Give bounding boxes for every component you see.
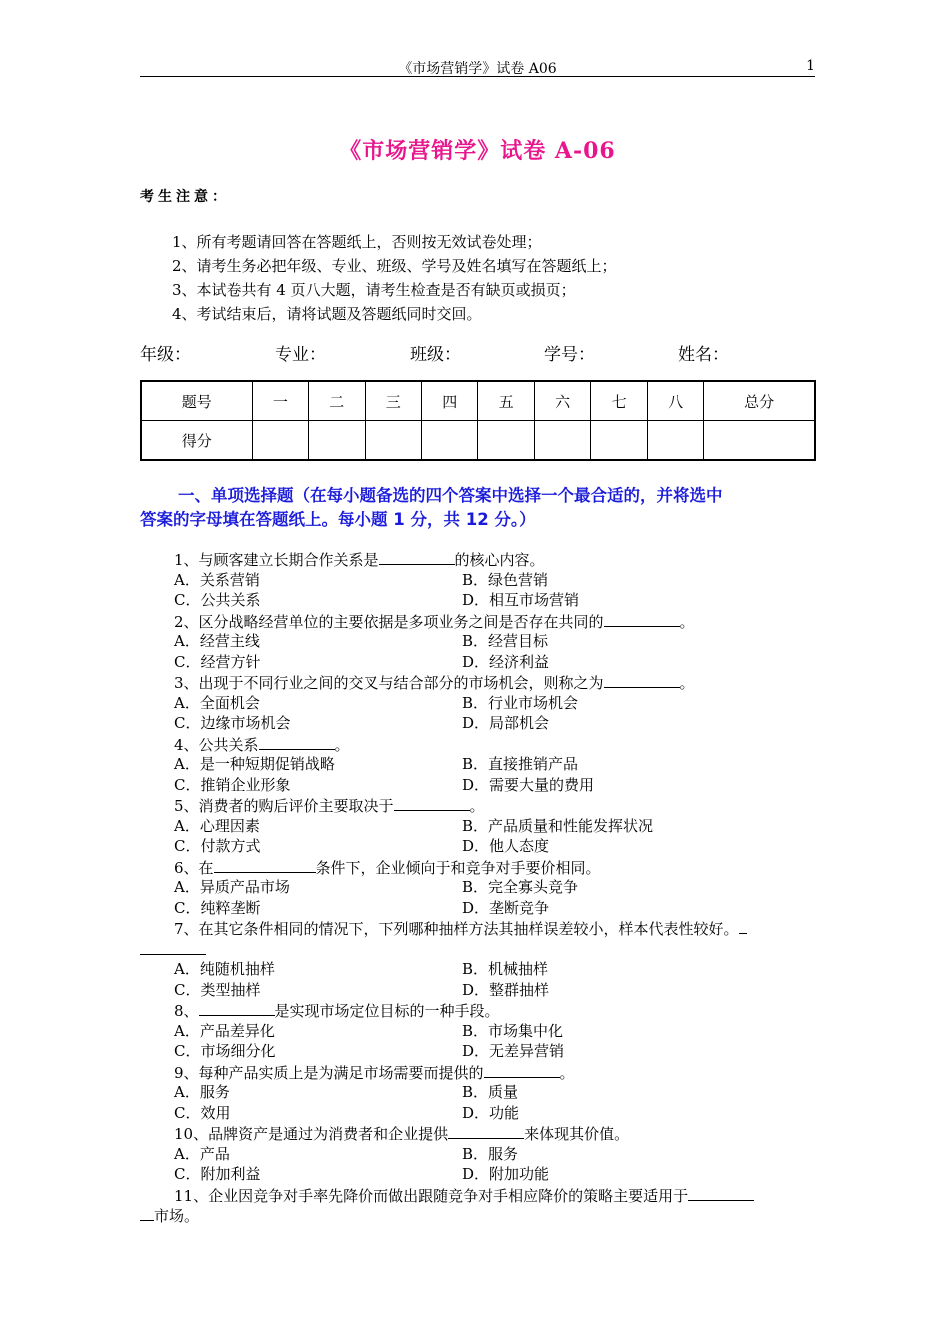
answer-blank: [140, 1205, 154, 1221]
score-cell-empty: [309, 421, 365, 461]
score-cell: 八: [647, 381, 703, 421]
score-cell-empty: [591, 421, 647, 461]
score-cell-empty: [252, 421, 308, 461]
options-row: A．心理因素 B．产品质量和性能发挥状况: [174, 816, 654, 835]
options-row: A．产品差异化 B．市场集中化: [174, 1021, 564, 1040]
question-1: 1、与顾客建立长期合作关系是 的核心内容。: [174, 551, 545, 569]
question-7-continued: [140, 939, 815, 960]
field-grade: 年级：: [140, 345, 191, 365]
score-cell: 三: [365, 381, 421, 421]
options-row: C．类型抽样 D．整群抽样: [174, 980, 550, 999]
score-cell: 二: [309, 381, 365, 421]
options-row: C．推销企业形象 D．需要大量的费用: [174, 775, 595, 794]
answer-blank: [214, 857, 316, 873]
question-10: 10、品牌资产是通过为消费者和企业提供 来体现其价值。: [174, 1125, 630, 1143]
answer-blank: [604, 611, 680, 627]
score-cell: 题号: [141, 381, 252, 421]
question-11-continued: 市场。: [140, 1205, 815, 1226]
exam-title: 《市场营销学》试卷 A-06: [339, 138, 616, 164]
score-cell: 七: [591, 381, 647, 421]
question-6: 6、在 条件下，企业倾向于和竞争对手要价相同。: [174, 858, 601, 877]
score-cell: 得分: [141, 421, 252, 461]
answer-blank: [140, 939, 206, 955]
options-row: C．公共关系 D．相互市场营销: [174, 591, 580, 609]
field-major: 专业：: [275, 345, 326, 365]
options-row: A．关系营销 B．绿色营销: [174, 570, 549, 589]
answer-blank: [394, 795, 470, 811]
page-header: [140, 58, 815, 77]
question-4: 4、公共关系 。: [174, 735, 350, 754]
options-row: A．异质产品市场 B．完全寡头竞争: [174, 878, 579, 896]
answer-blank: [199, 1000, 275, 1016]
notice-item: 3、本试卷共有 4 页八大题，请考生检查是否有缺页或损页；: [172, 281, 576, 299]
options-row: C．附加利益 D．附加功能: [174, 1165, 550, 1183]
student-info-fields: [140, 340, 815, 366]
answer-blank: [448, 1123, 524, 1139]
options-row: A．服务 B．质量: [174, 1083, 519, 1101]
score-cell: 总分: [704, 381, 815, 421]
header-title: 《市场营销学》试卷 A06: [398, 61, 557, 77]
options-row: A．经营主线 B．经营目标: [174, 632, 549, 650]
options-row: C．市场细分化 D．无差异营销: [174, 1042, 565, 1060]
score-cell: 五: [478, 381, 534, 421]
page-number: 1: [806, 58, 815, 74]
field-name: 姓名：: [678, 345, 729, 365]
notice-list: [172, 230, 617, 326]
answer-blank: [604, 672, 680, 688]
question-7: 7、在其它条件相同的情况下，下列哪种抽样方法其抽样误差较小，样本代表性较好。: [140, 918, 815, 939]
field-student-id: 学号：: [544, 345, 595, 365]
options-row: A．全面机会 B．行业市场机会: [174, 693, 579, 712]
options-row: C．纯粹垄断 D．垄断竞争: [174, 898, 550, 917]
score-cell: 一: [252, 381, 308, 421]
question-3: 3、出现于不同行业之间的交叉与结合部分的市场机会，则称之为 。: [174, 674, 695, 692]
question-9: 9、每种产品实质上是为满足市场需要而提供的 。: [174, 1063, 575, 1082]
answer-blank: [688, 1185, 754, 1201]
score-cell-empty: [478, 421, 534, 461]
answer-blank: [739, 918, 747, 934]
section-heading-line: 答案的字母填在答题纸上。每小题 1 分，共 12 分。）: [140, 510, 536, 529]
section-heading-line: 一、单项选择题（在每小题备选的四个答案中选择一个最合适的，并将选中: [178, 486, 723, 505]
question-2: 2、区分战略经营单位的主要依据是多项业务之间是否存在共同的 。: [174, 612, 695, 631]
section-1-heading: [140, 484, 815, 532]
score-cell-empty: [534, 421, 590, 461]
notice-item: 1、所有考题请回答在答题纸上，否则按无效试卷处理；: [172, 233, 542, 251]
question-8: 8、 是实现市场定位目标的一种手段。: [174, 1002, 500, 1020]
score-cell-empty: [365, 421, 421, 461]
score-cell: 六: [534, 381, 590, 421]
score-cell-empty: [704, 421, 815, 461]
options-row: C．付款方式 D．他人态度: [174, 837, 550, 855]
score-table-score-row: [141, 421, 815, 461]
options-row: A．是一种短期促销战略 B．直接推销产品: [174, 755, 579, 773]
options-row: C．边缘市场机会 D．局部机会: [174, 714, 550, 732]
answer-blank: [379, 549, 455, 565]
options-row: C．经营方针 D．经济利益: [174, 652, 550, 671]
options-row: C．效用 D．功能: [174, 1103, 520, 1122]
score-cell: 四: [422, 381, 478, 421]
question-11: 11、企业因竞争对手率先降价而做出跟随竞争对手相应降价的策略主要适用于: [140, 1185, 815, 1206]
score-table: [140, 380, 816, 461]
options-row: A．产品 B．服务: [174, 1144, 519, 1163]
question-5: 5、消费者的购后评价主要取决于 。: [174, 797, 485, 815]
score-table-header-row: [141, 381, 815, 421]
answer-blank: [259, 734, 335, 750]
score-cell-empty: [647, 421, 703, 461]
answer-blank: [484, 1062, 560, 1078]
options-row: A．纯随机抽样 B．机械抽样: [174, 960, 549, 978]
field-class: 班级：: [410, 345, 461, 365]
notice-item: 2、请考生务必把年级、专业、班级、学号及姓名填写在答题纸上；: [172, 257, 617, 275]
notice-label: 考生注意：: [140, 189, 230, 205]
question-list: [140, 549, 815, 1226]
notice-item: 4、考试结束后，请将试题及答题纸同时交回。: [172, 305, 482, 323]
score-cell-empty: [422, 421, 478, 461]
